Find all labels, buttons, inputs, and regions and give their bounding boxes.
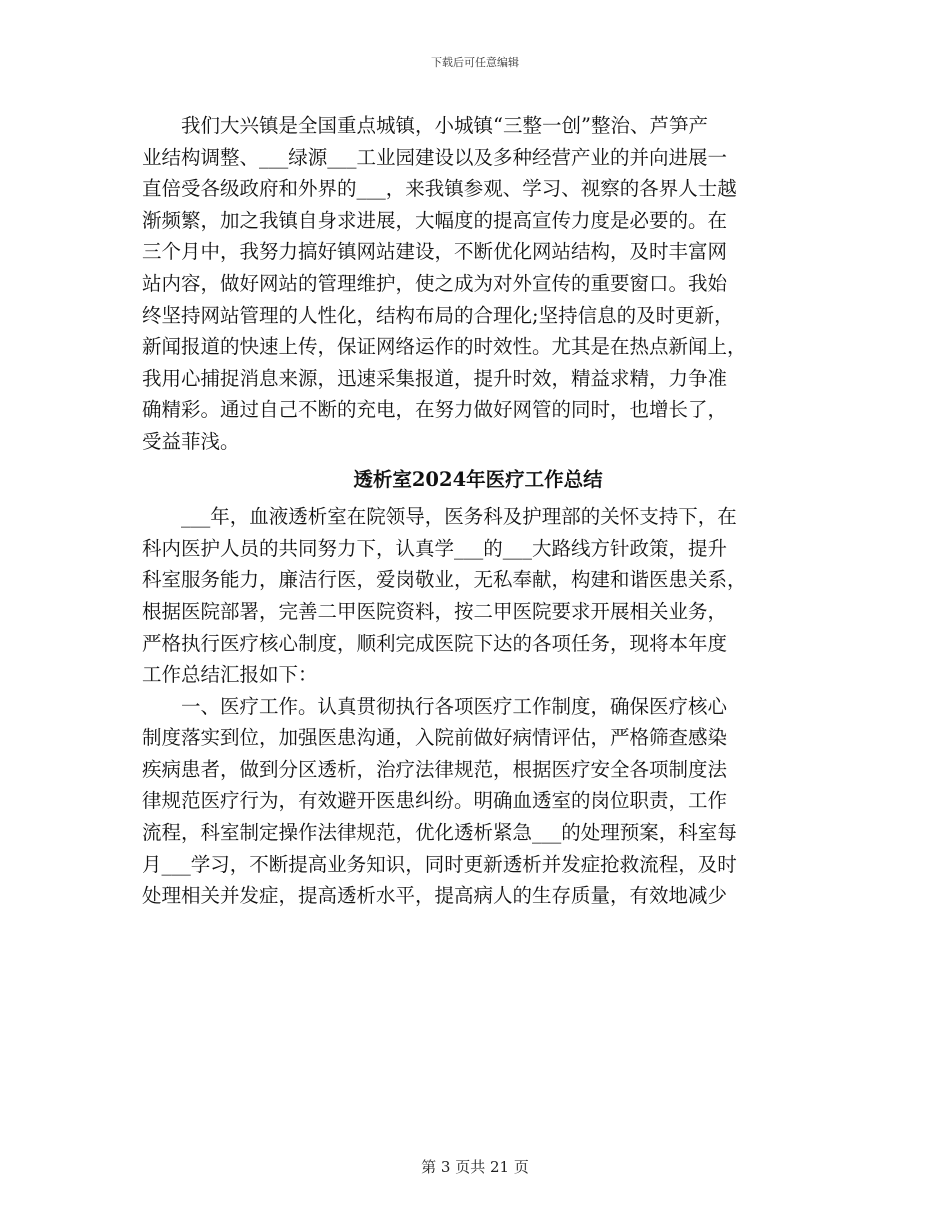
text-line: 制度落实到位，加强医患沟通，入院前做好病情评估，严格筛查感染 (142, 726, 728, 750)
text-line: 科室服务能力，廉洁行医，爱岗敬业，无私奉献，构建和谐医患关系， (142, 568, 747, 592)
text-line: 渐频繁，加之我镇自身求进展，大幅度的提高宣传力度是必要的。在 (142, 208, 728, 232)
page-footer: 第 3 页共 21 页 (421, 1158, 529, 1176)
text-line: 我们大兴镇是全国重点城镇，小城镇“三整一创”整治、芦笋产 (142, 114, 708, 137)
text-line: 月___学习，不断提高业务知识，同时更新透析并发症抢救流程，及时 (142, 852, 737, 876)
text-line: 三个月中，我努力搞好镇网站建设，不断优化网站结构，及时丰富网 (142, 240, 728, 264)
text-line: 终坚持网站管理的人性化，结构布局的合理化;坚持信息的及时更新， (142, 303, 734, 327)
text-line: 业结构调整、___绿源___工业园建设以及多种经营产业的并向进展一 (142, 145, 728, 169)
text-line: 流程，科室制定操作法律规范，优化透析紧急___的处理预案，科室每 (142, 821, 737, 845)
paragraph-medical-work (142, 691, 814, 912)
text-line: 严格执行医疗核心制度，顺利完成医院下达的各项任务，现将本年度 (142, 631, 728, 655)
text-line: 处理相关并发症，提高透析水平，提高病人的生存质量，有效地减少 (142, 884, 728, 908)
text-line: 直倍受各级政府和外界的___，来我镇参观、学习、视察的各界人士越 (142, 177, 737, 201)
page-header: 下载后可任意编辑 (431, 56, 519, 69)
text-line: 新闻报道的快速上传，保证网络运作的时效性。尤其是在热点新闻上， (142, 335, 747, 359)
text-line: 科内医护人员的共同努力下，认真学___的___大路线方针政策，提升 (142, 536, 728, 560)
text-line: 一、医疗工作。认真贯彻执行各项医疗工作制度，确保医疗核心 (142, 694, 728, 718)
text-line: 我用心捕捉消息来源，迅速采集报道，提升时效，精益求精，力争准 (142, 366, 728, 390)
paragraph-intro (142, 501, 814, 691)
text-line: 工作总结汇报如下： (142, 663, 318, 687)
text-line: 站内容，做好网站的管理维护，使之成为对外宣传的重要窗口。我始 (142, 271, 728, 295)
section-title: 透析室2024年医疗工作总结 (353, 467, 603, 491)
text-line: ___年，血液透析室在院领导，医务科及护理部的关怀支持下，在 (142, 505, 737, 529)
text-line: 根据医院部署，完善二甲医院资料，按二甲医院要求开展相关业务， (142, 599, 728, 623)
document-body (142, 110, 814, 912)
text-line: 律规范医疗行为，有效避开医患纠纷。明确血透室的岗位职责，工作 (142, 789, 728, 813)
text-line: 确精彩。通过自己不断的充电，在努力做好网管的同时，也增长了， (142, 398, 728, 422)
paragraph-website-work (142, 110, 814, 458)
text-line: 受益菲浅。 (142, 429, 240, 453)
text-line: 疾病患者，做到分区透析，治疗法律规范，根据医疗安全各项制度法 (142, 757, 728, 781)
